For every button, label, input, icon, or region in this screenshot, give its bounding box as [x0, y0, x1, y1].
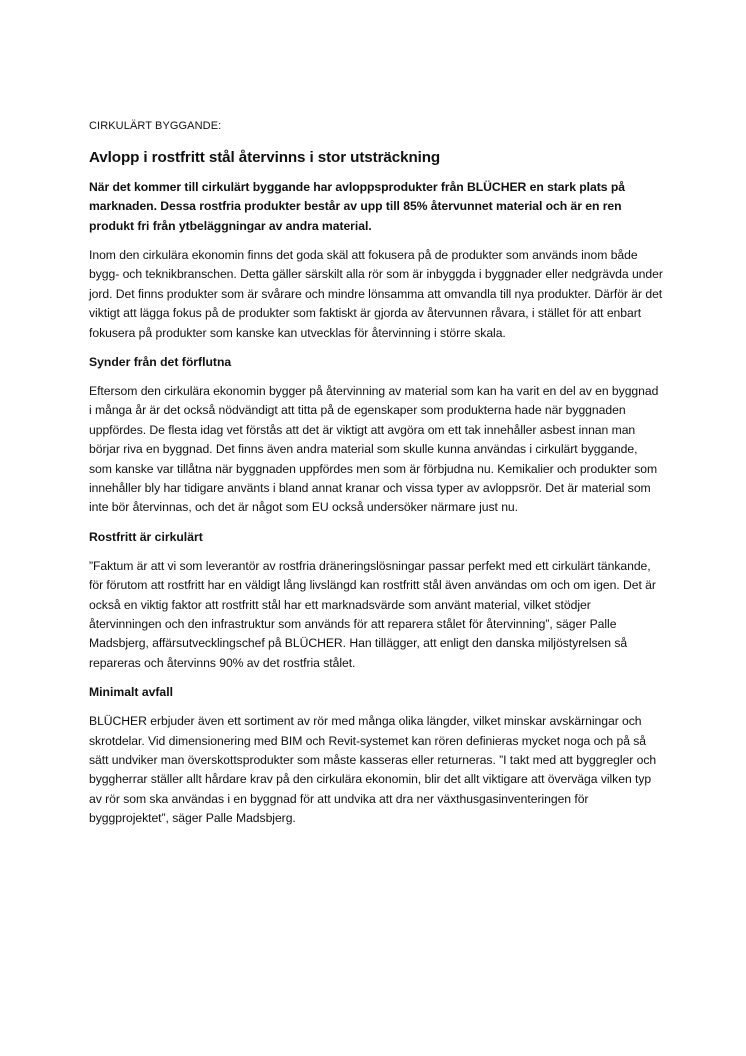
section-heading: Minimalt avfall [89, 685, 173, 700]
kicker-label: CIRKULÄRT BYGGANDE: [89, 120, 222, 132]
section-heading: Rostfritt är cirkulärt [89, 529, 203, 544]
lead-paragraph: När det kommer till cirkulärt byggande har avloppsprodukter från BLÜCHER en stark plats på marknaden. Dessa rostfria produkter består av upp till 85% återvunnet material och är en ren produkt fri från ytbeläggningar av andra material. [89, 180, 625, 233]
section-paragraph: BLÜCHER erbjuder även ett sortiment av rör med många olika längder, vilket minskar avskärningar och skrotdelar. Vid dimensionering med BIM och Revit-systemet kan rören definieras mycket noga och på så sätt undviker man överskottsprodukter som måste kasseras eller returneras. ”I takt med att byggregler och byggherrar ställer allt hårdare krav på den cirkulära ekonomin, blir det allt viktigare att överväga vilken typ av rör som ska användas i en byggnad för att undvika att dra ner växthusgasinventeringen för byggprojektet”, säger Palle Madsbjerg. [89, 714, 657, 826]
document-page [89, 119, 663, 839]
intro-paragraph: Inom den cirkulära ekonomin finns det goda skäl att fokusera på de produkter som används inom både bygg- och teknikbranschen. Detta gäller särskilt alla rör som är inbyggda i byggnader eller nedgrävda under jord. Det finns produkter som är svårare och mindre lönsamma att omvandla till nya produkter. Därför är det viktigt att lägga fokus på de produkter som faktiskt är gjorda av återvunnen råvara, i stället för att enbart fokusera på produkter som kanske kan utvecklas för återvinning i större skala. [89, 247, 663, 340]
section-paragraph: ”Faktum är att vi som leverantör av rostfria dräneringslösningar passar perfekt med ett cirkulärt tänkande, för förutom att rostfritt har en väldigt lång livslängd kan rostfritt stål även användas om och om igen. Det är också en viktig faktor att rostfritt stål har ett marknadsvärde som använt material, vilket stödjer återvinningen och den infrastruktur som används för att reparera stålet för återvinning”, säger Palle Madsbjerg, affärsutvecklingschef på BLÜCHER. Han tillägger, att enligt den danska miljöstyrelsen så repareras och återvinns 90% av det rostfria stålet. [89, 558, 656, 670]
article-title: Avlopp i rostfritt stål återvinns i stor utsträckning [89, 149, 441, 166]
section-heading: Synder från det förflutna [89, 354, 232, 369]
section-paragraph: Eftersom den cirkulära ekonomin bygger på återvinning av material som kan ha varit en del av en byggnad i många år är det också nödvändigt att titta på de egenskaper som produkterna hade när byggnaden uppfördes. De flesta idag vet förstås att det är viktigt att avgöra om ett tak innehåller asbest innan man börjar riva en byggnad. Det finns även andra material som skulle kunna användas i cirkulärt byggande, som kanske var tillåtna när byggnaden uppfördes men som är förbjudna nu. Kemikalier och produkter som innehåller bly har tidigare använts i bland annat kranar och vissa typer av avloppsrör. Det är material som inte bör återvinnas, och det är något som EU också undersöker närmare just nu. [89, 383, 659, 515]
